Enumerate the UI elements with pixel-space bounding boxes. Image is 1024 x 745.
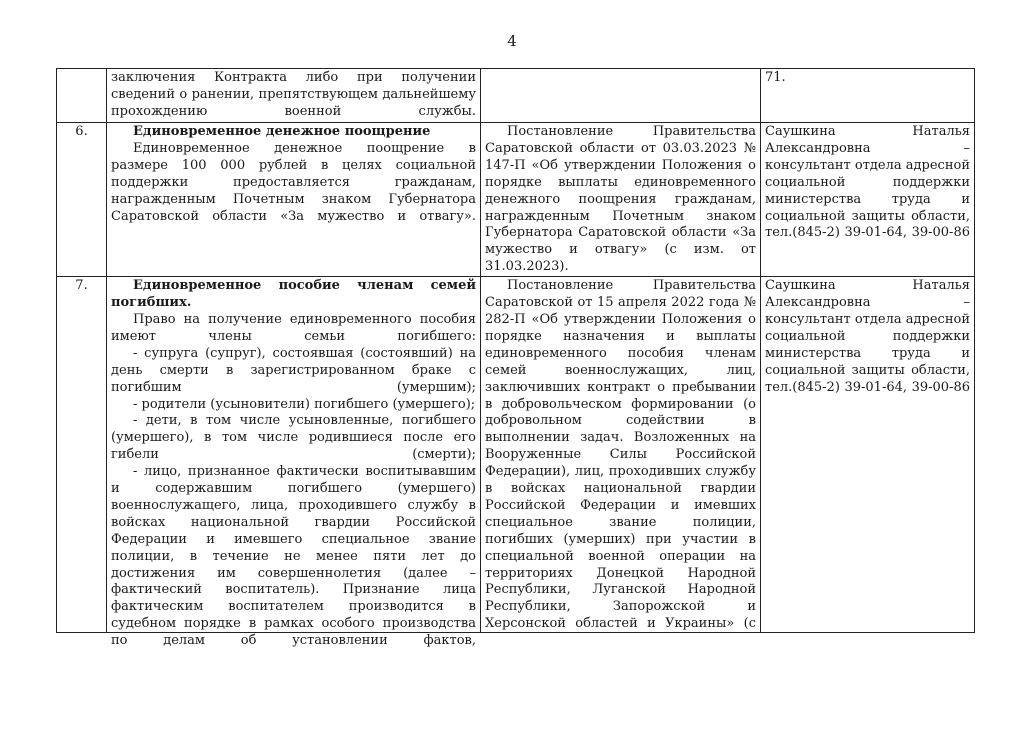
benefit-title: Единовременное денежное поощрение [133, 124, 431, 139]
contact-info [761, 123, 975, 277]
description-paragraph: - супруга (супруг), состоявшая (состоявший) на день смерти в зарегистрированном браке с погибшим (умершим); [111, 345, 476, 395]
contact-info [761, 277, 975, 633]
legal-basis-text: Постановление Правительства Саратовской области от 03.03.2023 № 147-П «Об утверждении Положения о порядке выплаты единовременного денежного поощрения гражданам, награжденным Почетным знаком Губернатора Саратовской области «За мужество и отвагу» (с изм. от 31.03.2023). [485, 124, 756, 275]
benefit-description [107, 277, 481, 649]
description-paragraph: заключения Контракта либо при получении сведений о ранении, препятствующем дальнейшему прохождению военной службы. [111, 70, 476, 119]
legal-basis [481, 123, 761, 277]
table-row [57, 69, 975, 123]
benefit-description [107, 69, 481, 123]
description-paragraph: Право на получение единовременного пособия имеют члены семьи погибшего: [111, 311, 476, 344]
table-row [57, 123, 975, 277]
benefits-table [56, 68, 975, 649]
legal-basis-text: Постановление Правительства Саратовской от 15 апреля 2022 года № 282-П «Об утверждении Положения о порядке назначения и выплаты единовременного пособия членам семей военнослужащих, лиц, заключивших контракт о пребывании в добровольческом формировании (о добровольном содействии в выполнении задач. Возложенных на Вооруженные Силы Российской Федерации), лиц, проходивших службу в войсках национальной гвардии Российской Федерации и имевших специальное звание полиции, погибших (умерших) при участии в специальной военной операции на территориях Донецкой Народной Республики, Луганской Народной Республики, Запорожской и Херсонской областей и Украины» (с [485, 278, 756, 632]
description-paragraph: - родители (усыновители) погибшего (умершего); [133, 396, 476, 412]
contact-text: Саушкина Наталья Александровна – консультант отдела адресной социальной поддержки министерства труда и социальной защиты области, тел.(845-2) 39-01-64, 39-00-86 [765, 124, 970, 241]
description-paragraph: - дети, в том числе усыновленные, погибшего (умершего), в том числе родившиеся после его гибели (смерти); [111, 413, 476, 463]
description-paragraph: - лицо, признанное фактически воспитывавшим и содержавшим погибшего (умершего) военнослужащего, лица, проходившего службу в войсках национальной гвардии Российской Федерации и имевшего специальное звание полиции, в течение не менее пяти лет до достижения им совершеннолетия (далее – фактический воспитатель). Признание лица фактическим воспитателем производится в судебном порядке в рамках особого производства по делам об установлении фактов, [111, 464, 476, 649]
legal-basis [481, 69, 761, 123]
row-number [57, 69, 107, 123]
benefit-description [107, 123, 481, 277]
legal-basis [481, 277, 761, 633]
page-number: 4 [507, 32, 517, 50]
row-number: 7. [57, 277, 107, 633]
contact-text: Саушкина Наталья Александровна – консультант отдела адресной социальной поддержки министерства труда и социальной защиты области, тел.(845-2) 39-01-64, 39-00-86 [765, 278, 970, 395]
contact-info: 71. [761, 69, 975, 123]
row-number: 6. [57, 123, 107, 277]
description-paragraph: Единовременное денежное поощрение в размере 100 000 рублей в целях социальной поддержки предоставляется гражданам, награжденным Почетным знаком Губернатора Саратовской области «За мужество и отвагу». [111, 140, 476, 224]
table-row [57, 277, 975, 633]
benefit-title: Единовременное пособие членам семей погибших. [111, 278, 476, 311]
